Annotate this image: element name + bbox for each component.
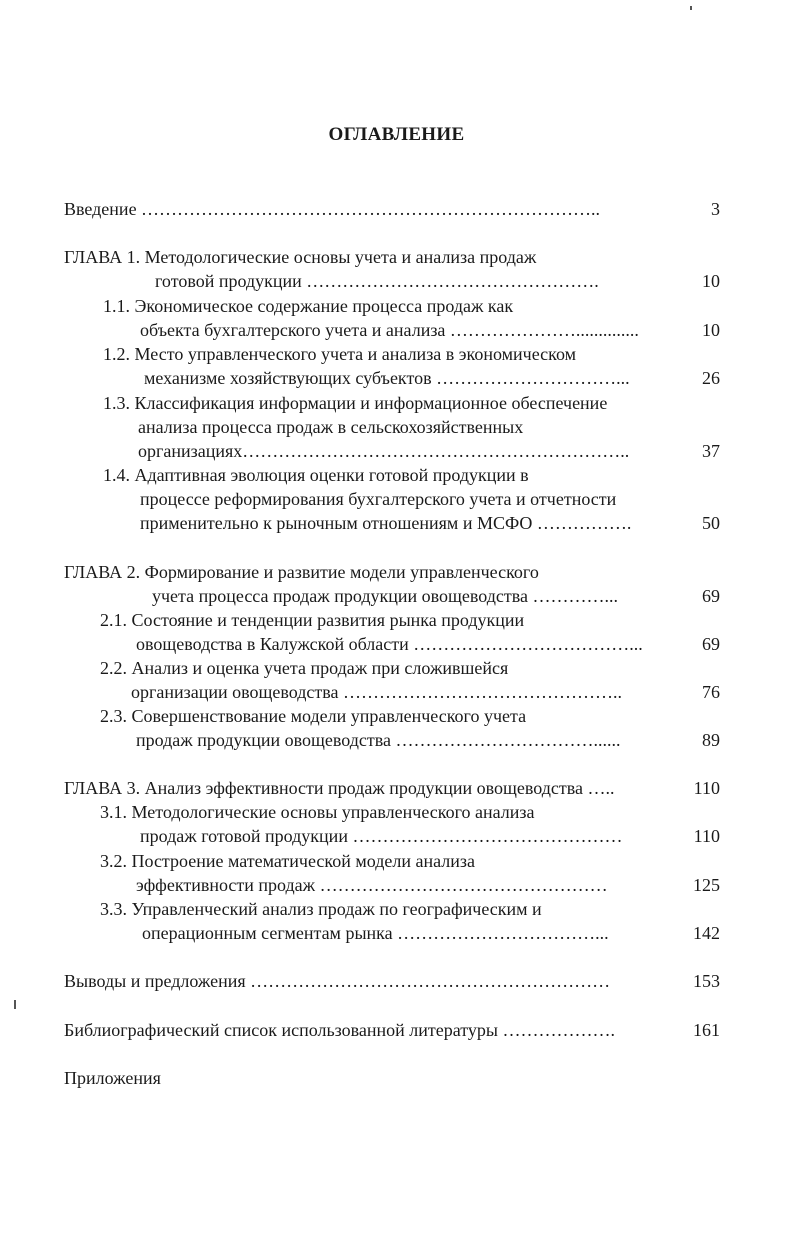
toc-entry-text: Библиографический список использованной литературы ……………….	[64, 1020, 616, 1040]
toc-entry-text: объекта бухгалтерского учета и анализа …………………..............	[140, 320, 639, 340]
toc-entry-text: 3.2. Построение математической модели анализа	[100, 851, 475, 871]
toc-entry-text: ГЛАВА 3. Анализ эффективности продаж продукции овощеводства …..	[64, 778, 615, 798]
scan-speck	[690, 6, 692, 10]
toc-page-number: 69	[702, 586, 720, 606]
toc-entry-text: 2.2. Анализ и оценка учета продаж при сложившейся	[100, 658, 509, 678]
toc-entry-text: ГЛАВА 2. Формирование и развитие модели управленческого	[64, 562, 539, 582]
toc-entry-text: 2.3. Совершенствование модели управленческого учета	[100, 706, 527, 726]
toc-page-number: 3	[711, 199, 720, 219]
toc-entry-text: 2.1. Состояние и тенденции развития рынка продукции	[100, 610, 525, 630]
toc-page-number: 26	[702, 368, 720, 388]
toc-entry-text: 1.4. Адаптивная эволюция оценки готовой продукции в	[103, 465, 529, 485]
toc-page-number: 161	[693, 1020, 720, 1040]
toc-page-number: 10	[702, 320, 720, 340]
toc-entry-text: Введение …………………………………………………………………..	[64, 199, 601, 219]
toc-entry-text: 1.3. Классификация информации и информационное обеспечение	[103, 393, 608, 413]
toc-page-number: 125	[693, 875, 720, 895]
toc-entry-text: применительно к рыночным отношениям и МСФО …………….	[140, 513, 632, 533]
toc-page-number: 69	[702, 634, 720, 654]
toc-page-number: 153	[693, 971, 720, 991]
toc-entry-text: овощеводства в Калужской области ………………………………...	[136, 634, 643, 654]
toc-entry-text: организациях………………………………………………………..	[138, 441, 630, 461]
toc-page-number: 142	[693, 923, 720, 943]
toc-page-number: 89	[702, 730, 720, 750]
toc-entry-text: 3.1. Методологические основы управленческого анализа	[100, 802, 535, 822]
toc-entry-text: продаж готовой продукции ………………………………………	[140, 826, 623, 846]
toc-entry-text: ГЛАВА 1. Методологические основы учета и анализа продаж	[64, 247, 537, 267]
toc-entry-text: 1.2. Место управленческого учета и анализа в экономическом	[103, 344, 577, 364]
toc-entry-text: Выводы и предложения ……………………………………………………	[64, 971, 611, 991]
toc-page-number: 10	[702, 271, 720, 291]
toc-entry-text: операционным сегментам рынка ……………………………...	[142, 923, 609, 943]
toc-page-number: 37	[702, 441, 720, 461]
toc-entry-text: учета процесса продаж продукции овощеводства …………...	[152, 586, 618, 606]
toc-entry-text: организации овощеводства ………………………………………..	[131, 682, 622, 702]
toc-page-number: 50	[702, 513, 720, 533]
toc-entry-text: готовой продукции ………………………………………….	[155, 271, 599, 291]
toc-page-number: 110	[693, 778, 720, 798]
scan-speck	[14, 1000, 16, 1009]
toc-page-number: 110	[693, 826, 720, 846]
toc-entry-text: 3.3. Управленческий анализ продаж по географическим и	[100, 899, 542, 919]
toc-entry-text: продаж продукции овощеводства ……………………………......	[136, 730, 621, 750]
toc-entry-text: 1.1. Экономическое содержание процесса продаж как	[103, 296, 514, 316]
toc-entry-text: анализа процесса продаж в сельскохозяйственных	[138, 417, 524, 437]
toc-entry-text: процессе реформирования бухгалтерского учета и отчетности	[140, 489, 617, 509]
toc-entry-text: механизме хозяйствующих субъектов …………………………...	[144, 368, 630, 388]
page-title: ОГЛАВЛЕНИЕ	[328, 124, 465, 145]
toc-entry-text: Приложения	[64, 1068, 161, 1088]
toc-page-number: 76	[702, 682, 720, 702]
toc-entry-text: эффективности продаж …………………………………………	[136, 875, 608, 895]
